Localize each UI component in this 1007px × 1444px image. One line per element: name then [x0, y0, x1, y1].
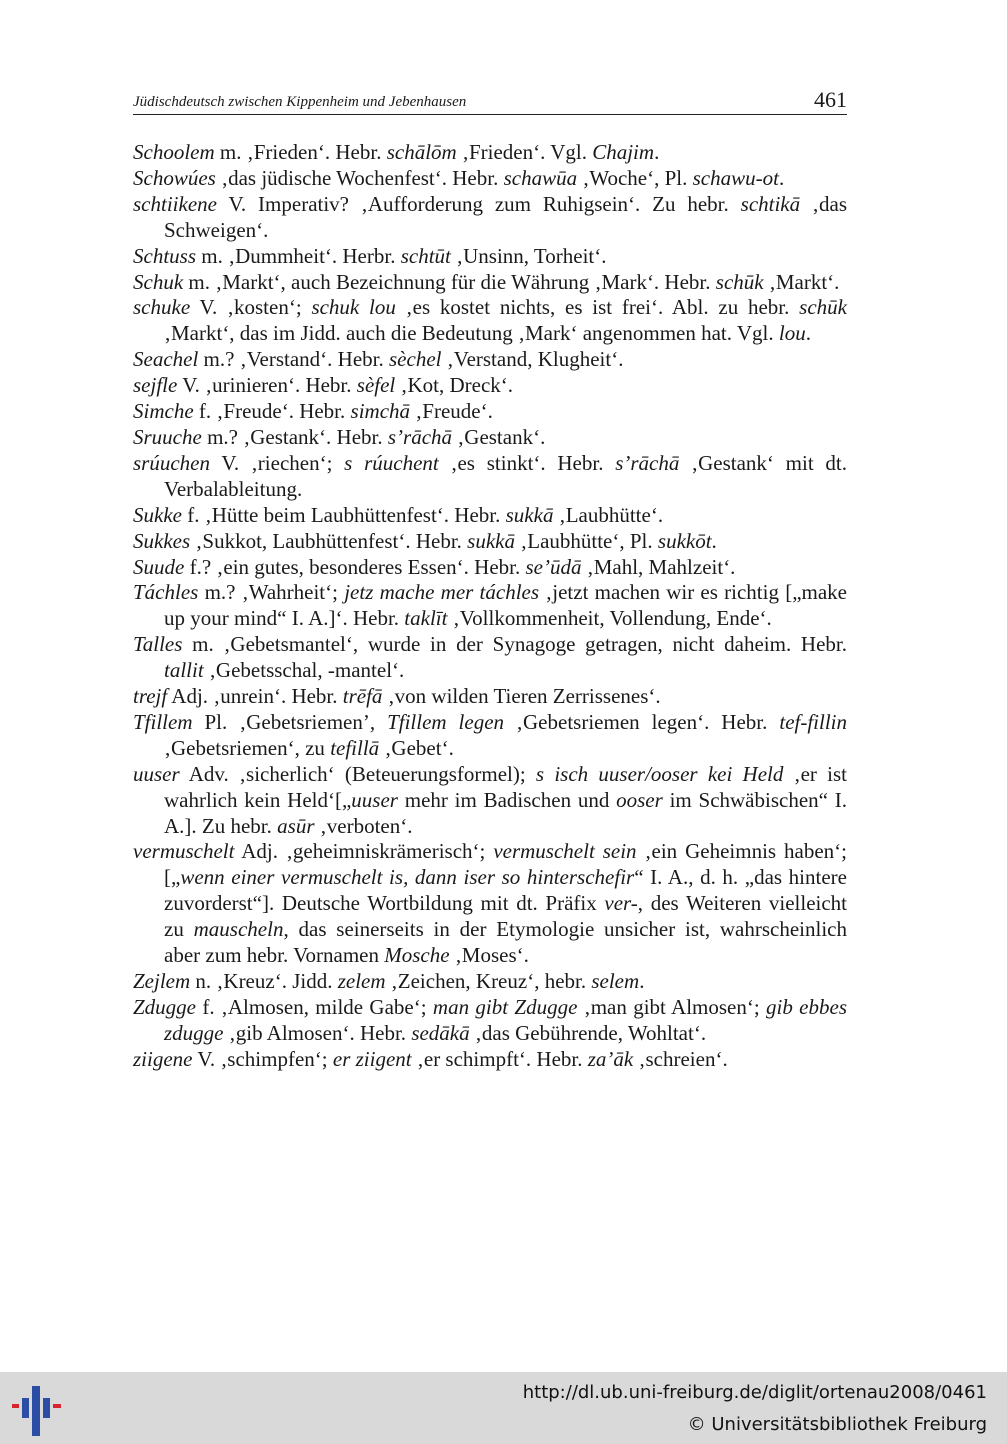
entry-italic-term: asūr	[277, 813, 315, 838]
entry-headword: Zdugge	[133, 994, 196, 1019]
entry-text: n. ‚Kreuz‘. Jidd.	[190, 969, 338, 993]
entry-text: ‚gib Almosen‘. Hebr.	[223, 1020, 412, 1045]
dictionary-entry	[133, 192, 847, 244]
entry-headword: Simche	[133, 399, 194, 424]
entry-text: ‚Verstand, Klugheit‘.	[441, 347, 624, 372]
entry-italic-term: jetz mache mer táchles	[344, 580, 540, 605]
dictionary-entry	[133, 140, 847, 166]
entry-text: f.? ‚ein gutes, besonderes Essen‘. Hebr.	[184, 554, 526, 579]
entry-text: ‚das Schweigen‘.	[164, 191, 847, 242]
entry-text: mehr im Badischen und	[397, 787, 617, 812]
page-header	[133, 86, 847, 115]
entry-italic-term: Chajim	[592, 140, 655, 164]
entry-text: m.? ‚Gestank‘. Hebr.	[201, 424, 388, 449]
entry-text: V. ‚riechen‘;	[210, 450, 345, 475]
running-title: Jüdischdeutsch zwischen Kippenheim und Jebenhausen	[133, 94, 467, 110]
entry-text: .	[778, 165, 785, 190]
entry-headword: trejf	[133, 684, 168, 709]
dictionary-entry	[133, 425, 847, 451]
entry-headword: Zejlem	[133, 969, 191, 993]
entry-italic-term: simchā	[350, 399, 411, 424]
entry-headword: ziigene	[133, 1046, 193, 1071]
source-url-link[interactable]: http://dl.ub.uni-freiburg.de/diglit/ortenau2008/0461	[522, 1382, 987, 1403]
entry-headword: Suude	[133, 554, 185, 579]
entry-italic-term: vermuschelt sein	[493, 839, 637, 864]
entry-italic-term: tallit	[164, 658, 204, 683]
entry-text: m.? ‚Verstand‘. Hebr.	[198, 347, 389, 372]
entry-text: ‚von wilden Tieren Zerrissenes‘.	[382, 684, 661, 709]
entry-italic-term: schūk	[799, 295, 847, 320]
entry-text: ‚Zeichen, Kreuz‘, hebr.	[385, 969, 592, 993]
entry-italic-term: sèchel	[389, 347, 442, 372]
entry-text: ‚Gestank‘ mit dt. Verbalableitung.	[164, 450, 847, 501]
entry-italic-term: se’ūdā	[525, 554, 582, 579]
entry-headword: schtiikene	[133, 191, 217, 216]
entry-text: Adj. ‚unrein‘. Hebr.	[167, 684, 343, 709]
entry-italic-term: lou	[778, 321, 806, 346]
entry-text: m.? ‚Wahrheit‘;	[198, 580, 345, 605]
entry-text: “ I. A., d. h. „das hintere zuvorderst“]. Deutsche Wortbildung mit dt. Präfix	[164, 865, 847, 916]
page-number: 461	[814, 87, 847, 112]
entry-headword: Seachel	[133, 347, 199, 372]
entry-text: f. ‚Freude‘. Hebr.	[193, 399, 351, 424]
dictionary-entry	[133, 995, 847, 1047]
entry-headword: Sukkes	[133, 528, 191, 553]
entry-text: ‚Kot, Dreck‘.	[395, 373, 514, 398]
dictionary-entry	[133, 969, 847, 995]
entry-headword: Sruuche	[133, 424, 202, 449]
entry-text: ‚Unsinn, Torheit‘.	[450, 243, 607, 268]
entry-text: ‚Gebetsschal, -mantel‘.	[203, 658, 405, 683]
entry-text: ‚Vollkommenheit, Vollendung, Ende‘.	[447, 606, 772, 631]
entry-text: ‚Markt‘, das im Jidd. auch die Bedeutung ‚Mark‘ angenommen hat. Vgl.	[164, 321, 779, 346]
entry-italic-term: schtūt	[400, 243, 451, 268]
dictionary-entry	[133, 762, 847, 840]
entry-text: .	[639, 969, 645, 993]
entry-italic-term: gib ebbes zdugge	[164, 994, 847, 1045]
dictionary-entry	[133, 580, 847, 632]
entry-text: im Schwäbischen“ I. A.]. Zu hebr.	[164, 787, 847, 838]
entry-text: ‚Gebetsriemen legen‘. Hebr.	[504, 709, 780, 734]
entry-text: .	[654, 140, 660, 164]
dictionary-entry	[133, 529, 847, 555]
dictionary-entry	[133, 399, 847, 425]
entry-text: ‚Gebet‘.	[379, 735, 454, 760]
entry-italic-term: Tfillem legen	[387, 709, 505, 734]
dictionary-entry	[133, 839, 847, 969]
dictionary-entry	[133, 373, 847, 399]
entry-text: Adj. ‚geheimniskrämerisch‘;	[234, 839, 494, 864]
entry-italic-term: sukkā	[467, 528, 515, 553]
entry-italic-term: ver-	[604, 891, 638, 916]
entry-text: ‚Frieden‘. Vgl.	[456, 140, 593, 164]
entry-italic-term: schuk lou	[311, 295, 396, 320]
entry-italic-term: sukkōt	[657, 528, 712, 553]
entry-italic-term: man gibt Zdugge	[432, 994, 578, 1019]
entry-text: V. Imperativ? ‚Aufforderung zum Ruhigsein‘. Zu hebr.	[216, 191, 741, 216]
entry-text: ‚schreien‘.	[633, 1046, 728, 1071]
library-logo-icon	[12, 1386, 66, 1436]
entry-text: ‚Sukkot, Laubhüttenfest‘. Hebr.	[190, 528, 468, 553]
entry-text: m. ‚Dummheit‘. Herbr.	[196, 243, 401, 268]
entry-text: ‚das Gebührende, Wohltat‘.	[469, 1020, 707, 1045]
entry-text: V. ‚urinieren‘. Hebr.	[177, 373, 357, 398]
entry-italic-term: mauscheln	[193, 917, 284, 942]
entry-italic-term: wenn einer vermuschelt is, dann iser so hinterschefir	[180, 865, 635, 890]
entry-headword: sejfle	[133, 373, 178, 398]
entry-text: .	[711, 528, 717, 553]
entry-italic-term: schtikā	[740, 191, 801, 216]
dictionary-entry	[133, 244, 847, 270]
dictionary-entry	[133, 1047, 847, 1073]
entry-italic-term: schālōm	[386, 140, 457, 164]
entry-text: Adv. ‚sicherlich‘ (Beteuerungsformel);	[179, 761, 536, 786]
entry-text: ‚es stinkt‘. Hebr.	[438, 450, 616, 475]
entry-text: ‚Laubhütte‘.	[553, 502, 664, 527]
entry-text: ‚verboten‘.	[314, 813, 413, 838]
entry-text: m. ‚Gebetsmantel‘, wurde in der Synagoge getragen, nicht daheim. Hebr.	[182, 632, 847, 657]
entry-text: V. ‚kosten‘;	[190, 295, 312, 320]
entry-text: ‚jetzt machen wir es richtig [„make up your mind“ I. A.]‘. Hebr.	[164, 580, 847, 631]
entry-italic-term: sukkā	[505, 502, 554, 527]
entry-text: ‚das jüdische Wochenfest‘. Hebr.	[215, 165, 504, 190]
entry-text: ‚Laubhütte‘, Pl.	[515, 528, 658, 553]
entry-text: ‚Gestank‘.	[452, 424, 546, 449]
dictionary-entries	[133, 140, 847, 1073]
entry-headword: Schtuss	[133, 243, 196, 268]
entry-headword: srúuchen	[133, 450, 210, 475]
entry-text: f. ‚Hütte beim Laubhüttenfest‘. Hebr.	[181, 502, 506, 527]
entry-text: ‚er schimpft‘. Hebr.	[411, 1046, 588, 1071]
dictionary-entry	[133, 166, 847, 192]
entry-italic-term: schūk	[715, 269, 764, 294]
entry-italic-term: schawu-ot	[692, 165, 779, 190]
entry-headword: Schoolem	[133, 140, 215, 164]
footer-bar	[0, 1372, 1007, 1444]
entry-text: , des Weiteren vielleicht zu	[164, 891, 848, 942]
entry-text: ‚Moses‘.	[449, 943, 529, 968]
entry-text: .	[805, 321, 811, 346]
entry-text: ‚er ist wahrlich kein Held‘[„	[164, 761, 847, 812]
entry-headword: Táchles	[133, 580, 199, 605]
entry-italic-term: s rúuchent	[344, 450, 439, 475]
entry-italic-term: sedākā	[411, 1020, 470, 1045]
entry-text: f. ‚Almosen, milde Gabe‘;	[196, 994, 433, 1019]
entry-italic-term: za’āk	[587, 1046, 634, 1071]
entry-italic-term: s’rāchā	[387, 424, 453, 449]
entry-italic-term: sèfel	[356, 373, 396, 398]
entry-headword: Schowúes	[133, 165, 216, 190]
entry-italic-term: taklīt	[404, 606, 448, 631]
dictionary-entry	[133, 295, 847, 347]
entry-text: ‚ein Geheimnis haben‘; [„	[164, 839, 847, 890]
entry-italic-term: s isch uuser/ooser kei Held	[535, 761, 784, 786]
dictionary-entry	[133, 684, 847, 710]
entry-italic-term: uuser	[351, 787, 398, 812]
entry-headword: uuser	[133, 761, 180, 786]
entry-text: m. ‚Frieden‘. Hebr.	[214, 140, 387, 164]
entry-text: ‚man gibt Almosen‘;	[577, 994, 767, 1019]
entry-text: m. ‚Markt‘, auch Bezeichnung für die Währung ‚Mark‘. Hebr.	[183, 269, 716, 294]
entry-headword: Tfillem	[133, 709, 193, 734]
dictionary-entry	[133, 451, 847, 503]
entry-headword: Schuk	[133, 269, 184, 294]
dictionary-entry	[133, 503, 847, 529]
dictionary-entry	[133, 347, 847, 373]
entry-italic-term: tefillā	[330, 735, 380, 760]
entry-italic-term: s’rāchā	[615, 450, 680, 475]
entry-text: ‚es kostet nichts, es ist frei‘. Abl. zu hebr.	[395, 295, 800, 320]
entry-text: ‚Mahl, Mahlzeit‘.	[581, 554, 736, 579]
entry-italic-term: selem	[591, 969, 640, 993]
entry-text: ‚Gebetsriemen‘, zu	[164, 735, 331, 760]
entry-italic-term: er ziigent	[332, 1046, 412, 1071]
entry-italic-term: trēfā	[342, 684, 383, 709]
entry-text: , das seinerseits in der Etymologie unsicher ist, wahrscheinlich aber zum hebr. Vornamen	[164, 917, 847, 968]
entry-italic-term: zelem	[337, 969, 386, 993]
entry-text: ‚Woche‘, Pl.	[577, 165, 693, 190]
entry-headword: vermuschelt	[133, 839, 235, 864]
dictionary-entry	[133, 632, 847, 684]
dictionary-entry	[133, 270, 847, 296]
entry-italic-term: ooser	[616, 787, 663, 812]
entry-text: V. ‚schimpfen‘;	[192, 1046, 333, 1071]
entry-text: Pl. ‚Gebetsriemen’,	[192, 709, 388, 734]
entry-italic-term: tef-fillin	[779, 709, 848, 734]
entry-italic-term: Mosche	[384, 943, 450, 968]
entry-headword: Sukke	[133, 502, 182, 527]
entry-italic-term: schawūa	[503, 165, 578, 190]
entry-headword: Talles	[133, 632, 183, 657]
dictionary-entry	[133, 555, 847, 581]
entry-text: ‚Markt‘.	[763, 269, 840, 294]
copyright-notice: © Universitätsbibliothek Freiburg	[687, 1414, 987, 1435]
dictionary-entry	[133, 710, 847, 762]
entry-headword: schuke	[133, 295, 191, 320]
entry-text: ‚Freude‘.	[410, 399, 493, 424]
